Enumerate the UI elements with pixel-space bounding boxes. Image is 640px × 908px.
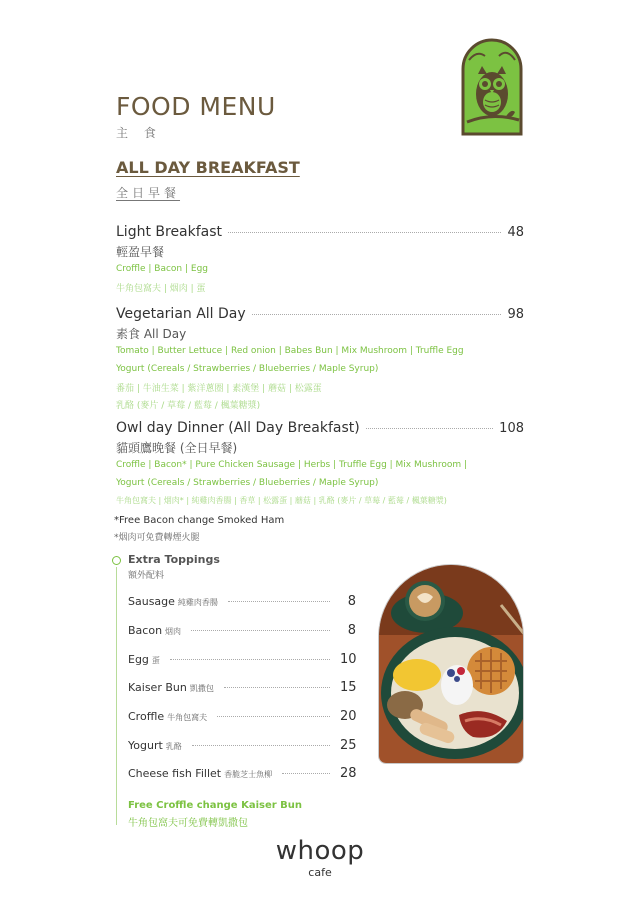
- toppings-bullet-icon: [112, 556, 121, 565]
- item-ingredients: Croffle | Bacon | Egg: [116, 264, 208, 274]
- item-price: 108: [499, 421, 524, 436]
- leader-dots: [224, 687, 330, 688]
- leader-dots: [252, 314, 502, 315]
- leader-dots: [282, 773, 330, 774]
- brand-subtitle: cafe: [308, 866, 332, 879]
- topping-name: Kaiser Bun: [128, 681, 187, 694]
- topping-name-zh: 純雞肉香腸: [177, 598, 218, 607]
- toppings-title: Extra Toppings: [128, 553, 220, 566]
- leader-dots: [191, 630, 330, 631]
- leader-dots: [192, 745, 330, 746]
- topping-name: Cheese fish Fillet: [128, 767, 222, 780]
- topping-item: [128, 623, 356, 638]
- item-ingredients: Croffle | Bacon* | Pure Chicken Sausage | Herbs | Truffle Egg | Mix Mushroom |: [116, 460, 468, 470]
- topping-name-zh: 烟肉: [165, 627, 182, 636]
- item-ingredients-zh: 牛角包窩夫 | 烟肉* | 純雞肉香腸 | 香草 | 松露蛋 | 蘑菇 | 乳酪 (麥片 / 草莓 / 藍莓 / 楓葉糖漿): [116, 496, 447, 505]
- bacon-note-zh: *烟肉可免費轉煙火腿: [114, 533, 200, 543]
- topping-price: 8: [347, 623, 356, 638]
- topping-name: Croffle: [128, 710, 165, 723]
- topping-name: Egg: [128, 653, 149, 666]
- topping-name: Sausage: [128, 595, 175, 608]
- topping-name: Bacon: [128, 624, 163, 637]
- brand-logo: whoop: [275, 836, 365, 866]
- item-ingredients-2: Yogurt (Cereals / Strawberries / Blueberries / Maple Syrup): [116, 364, 379, 374]
- topping-price: 10: [340, 652, 357, 667]
- item-price: 98: [507, 307, 524, 322]
- topping-name-zh: 牛角包窩夫: [167, 713, 208, 722]
- item-ingredients-zh: 牛角包窩夫 | 烟肉 | 蛋: [116, 284, 206, 294]
- topping-item: [128, 652, 356, 667]
- toppings-title-zh: 額外配料: [128, 570, 165, 580]
- item-name: Owl day Dinner (All Day Breakfast): [116, 420, 360, 436]
- leader-dots: [366, 428, 493, 429]
- free-croffle-note-zh: 牛角包窩夫可免費轉凱撒包: [128, 818, 248, 829]
- item-ingredients-2: Yogurt (Cereals / Strawberries / Blueberries / Maple Syrup): [116, 478, 379, 488]
- owl-logo-icon: [461, 38, 523, 136]
- free-croffle-note: Free Croffle change Kaiser Bun: [128, 800, 303, 811]
- topping-price: 28: [340, 766, 357, 781]
- topping-item: [128, 680, 356, 695]
- item-ingredients: Tomato | Butter Lettuce | Red onion | Babes Bun | Mix Mushroom | Truffle Egg: [116, 346, 464, 356]
- topping-name-zh: 香脆芝士魚柳: [224, 770, 273, 779]
- section-title-zh: 全日早餐: [116, 186, 181, 200]
- toppings-divider-line: [116, 567, 117, 825]
- topping-name-zh: 乳酪: [165, 742, 182, 751]
- topping-price: 25: [340, 738, 357, 753]
- item-ingredients-zh: 番茄 | 牛油生菜 | 紫洋蔥圈 | 素漢堡 | 蘑菇 | 松露蛋: [116, 384, 322, 394]
- topping-name-zh: 蛋: [151, 656, 160, 665]
- item-name-zh: 輕盈早餐: [116, 245, 165, 259]
- topping-item: [128, 709, 356, 724]
- section-title: ALL DAY BREAKFAST: [116, 158, 300, 177]
- menu-item-owl-day-dinner: [116, 420, 524, 436]
- item-name: Light Breakfast: [116, 224, 223, 240]
- item-name-zh: 素食 All Day: [116, 327, 187, 341]
- menu-item-vegetarian: [116, 306, 524, 322]
- topping-item: [128, 738, 356, 753]
- topping-price: 15: [340, 680, 357, 695]
- item-name-zh: 貓頭鷹晚餐 (全日早餐): [116, 441, 238, 455]
- topping-name: Yogurt: [128, 739, 163, 752]
- topping-item: [128, 766, 356, 781]
- topping-price: 20: [340, 709, 357, 724]
- topping-name-zh: 凱撒包: [189, 684, 214, 693]
- item-name: Vegetarian All Day: [116, 306, 246, 322]
- menu-item-light-breakfast: [116, 224, 524, 240]
- leader-dots: [217, 716, 330, 717]
- bacon-note: *Free Bacon change Smoked Ham: [114, 515, 285, 526]
- page-title: FOOD MENU: [116, 92, 276, 121]
- topping-price: 8: [347, 594, 356, 609]
- breakfast-plate-photo: [378, 564, 524, 764]
- page-title-zh: 主 食: [116, 126, 162, 140]
- item-ingredients-2-zh: 乳酪 (麥片 / 草莓 / 藍莓 / 楓葉糖漿): [116, 401, 261, 411]
- leader-dots: [170, 659, 330, 660]
- leader-dots: [228, 232, 501, 233]
- leader-dots: [228, 601, 330, 602]
- topping-item: [128, 594, 356, 609]
- item-price: 48: [507, 225, 524, 240]
